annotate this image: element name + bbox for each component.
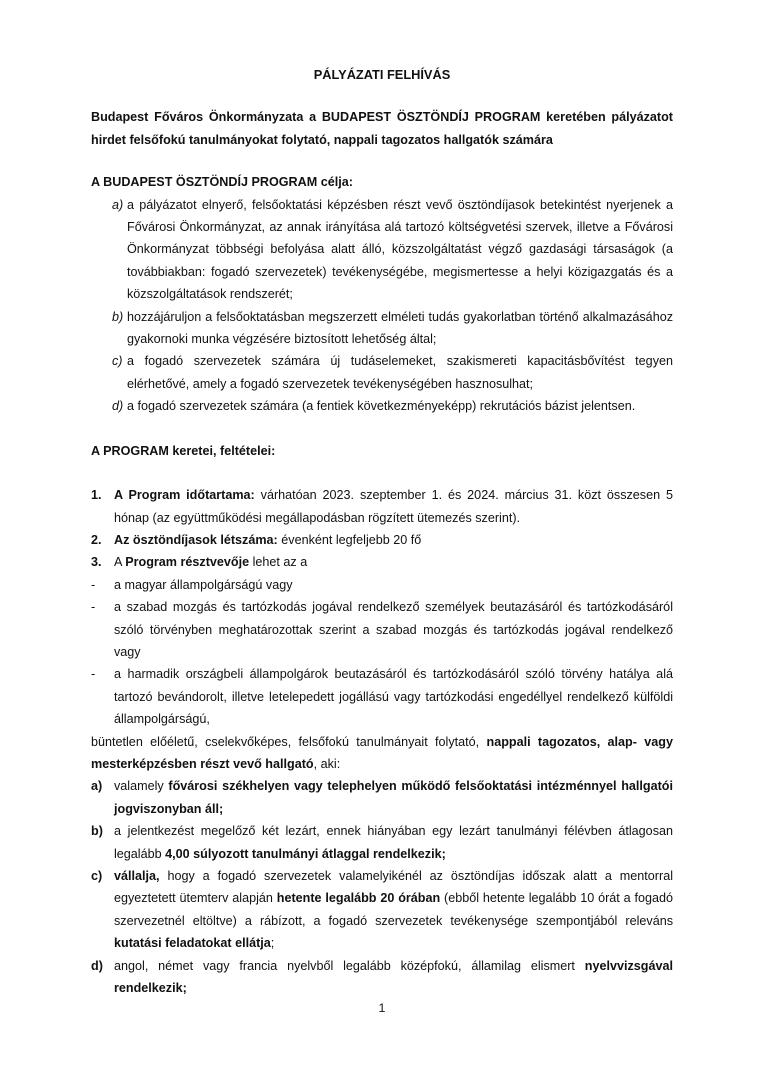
conditions-list bbox=[91, 484, 673, 730]
participant-text: büntetlen előéletű, cselekvőképes, felsőfokú tanulmányait folytató, bbox=[91, 734, 487, 749]
condition-label: Az ösztöndíjasok létszáma: bbox=[114, 532, 278, 547]
requirement-bold: fővárosi székhelyen vagy telephelyen működő felsőoktatási intézménnyel hallgatói jogviszonyban áll; bbox=[114, 779, 673, 816]
document-body bbox=[91, 64, 673, 999]
goal-text: a fogadó szervezetek számára (a fentiek következményeképp) rekrutációs bázist jelentsen. bbox=[127, 399, 636, 414]
condition-value: évenként legfeljebb 20 fő bbox=[277, 532, 422, 547]
participant-paragraph bbox=[91, 731, 673, 776]
requirement-plain: valamely bbox=[114, 779, 169, 794]
participant-bold: nappali tagozatos, alap- vagy mesterképzésben részt vevő hallgató bbox=[91, 734, 673, 771]
condition-value: lehet az a bbox=[249, 555, 308, 570]
participant-tail: , aki: bbox=[313, 756, 341, 771]
goal-marker: d) bbox=[112, 399, 124, 414]
intro-paragraph: Budapest Főváros Önkormányzata a BUDAPEST ÖSZTÖNDÍJ PROGRAM keretében pályázatot hirdet felsőfokú tanulmányokat folytató, nappali tagozatos hallgatók számára bbox=[91, 110, 673, 147]
condition-number: 2. bbox=[91, 532, 102, 547]
requirement-plain: (ebből hetente legalább 10 órát a fogadó szervezetnél eltöltve) a rábízott, a fogadó szervezetek tevékenysége szempontjából releváns bbox=[114, 891, 673, 928]
eligibility-text: a magyar állampolgárságú vagy bbox=[114, 577, 293, 592]
goal-item bbox=[91, 306, 673, 351]
requirement-marker: b) bbox=[91, 824, 103, 839]
requirement-bold: hetente legalább 20 órában bbox=[276, 891, 441, 906]
dash-marker: - bbox=[91, 577, 96, 592]
eligibility-text: a szabad mozgás és tartózkodás jogával rendelkező személyek beutazásáról és tartózkodásáról szóló törvényben meghatározottak szerint a szabad mozgás és tartózkodás jogával rendelkező vagy bbox=[114, 600, 673, 659]
eligibility-item bbox=[91, 574, 673, 596]
page-number: 1 bbox=[378, 1001, 386, 1015]
eligibility-text: a harmadik országbeli állampolgárok beutazásáról és tartózkodásáról szóló törvény hatálya alá tartozó bevándorolt, illetve letelepedett jogállású vagy tartózkodási engedéllyel rendelkező külföldi állampolgárságú, bbox=[114, 667, 673, 727]
requirement-text bbox=[114, 820, 673, 865]
requirement-plain: angol, német vagy francia nyelvből legalább középfokú, államilag elismert bbox=[114, 958, 585, 973]
goal-text: a fogadó szervezetek számára új tudáselemeket, szakismereti kapacitásbővítést tegyen elérhetővé, amely a fogadó szervezetek tevékenységében hasznosulhat; bbox=[127, 354, 673, 391]
requirement-marker: a) bbox=[91, 779, 103, 794]
requirement-text bbox=[114, 955, 673, 1000]
goal-list bbox=[91, 194, 673, 418]
requirement-text bbox=[114, 775, 673, 820]
requirement-plain: a jelentkezést megelőző két lezárt, ennek hiányában egy lezárt tanulmányi félévben átlagosan legalább bbox=[114, 824, 673, 861]
dash-marker: - bbox=[91, 667, 96, 682]
goal-text: hozzájáruljon a felsőoktatásban megszerzett elméleti tudás gyakorlatban történő alkalmazásához gyakornoki munka végzésére biztosított lehetőség által; bbox=[127, 309, 673, 347]
condition-item bbox=[91, 529, 673, 551]
goal-item bbox=[91, 395, 673, 417]
condition-text bbox=[114, 484, 673, 529]
eligibility-item bbox=[91, 663, 673, 730]
spacer bbox=[91, 418, 673, 440]
dash-marker: - bbox=[91, 600, 96, 615]
condition-label: A Program időtartama: bbox=[114, 488, 255, 503]
requirements-list bbox=[91, 775, 673, 999]
goal-item bbox=[91, 194, 673, 306]
condition-prefix: A bbox=[114, 555, 126, 570]
requirement-marker: c) bbox=[91, 869, 103, 883]
condition-number: 1. bbox=[91, 488, 102, 503]
requirement-item bbox=[91, 820, 673, 865]
condition-text bbox=[114, 551, 673, 573]
requirement-bold: nyelvvizsgával rendelkezik; bbox=[114, 958, 673, 996]
requirement-item bbox=[91, 955, 673, 1000]
spacer bbox=[91, 462, 673, 484]
goal-text: a pályázatot elnyerő, felsőoktatási képzésben részt vevő ösztöndíjasok betekintést nyerjenek a Fővárosi Önkormányzat, az annak irányítása alá tartozó költségvetési szervek, illetve a Fővárosi Önkormányzat többségi befolyása alatt álló, közszolgáltatást végző gazdasági társaságok (a továbbiakban: fogadó szervezetek) tevékenységébe, megismertesse a helyi közigazgatás és a közszolgáltatások rendszerét; bbox=[127, 197, 673, 302]
goal-heading: A BUDAPEST ÖSZTÖNDÍJ PROGRAM célja: bbox=[91, 175, 353, 190]
goal-item bbox=[91, 350, 673, 395]
goal-marker: b) bbox=[112, 309, 124, 324]
requirement-bold: vállalja, bbox=[114, 869, 160, 883]
requirement-item bbox=[91, 775, 673, 820]
requirement-bold: 4,00 súlyozott tanulmányi átlaggal rendelkezik; bbox=[165, 846, 446, 861]
requirement-plain: ; bbox=[270, 936, 275, 951]
eligibility-item bbox=[91, 596, 673, 663]
goal-marker: c) bbox=[112, 354, 123, 369]
condition-label: Program résztvevője bbox=[125, 555, 250, 570]
requirement-item bbox=[91, 865, 673, 955]
condition-number: 3. bbox=[91, 555, 102, 570]
conditions-heading: A PROGRAM keretei, feltételei: bbox=[91, 443, 276, 458]
requirement-text bbox=[114, 865, 673, 955]
requirement-marker: d) bbox=[91, 958, 103, 973]
requirement-bold: kutatási feladatokat ellátja bbox=[114, 936, 271, 951]
condition-text bbox=[114, 529, 673, 551]
requirement-plain: hogy a fogadó szervezetek valamelyikénél az ösztöndíjas időszak alatt a mentorral egyeztetett ütemterv alapján bbox=[114, 869, 673, 906]
condition-item bbox=[91, 551, 673, 573]
document-title: PÁLYÁZATI FELHÍVÁS bbox=[313, 67, 451, 82]
condition-item bbox=[91, 484, 673, 529]
condition-value: várhatóan 2023. szeptember 1. és 2024. március 31. közt összesen 5 hónap (az együttműködési megállapodásban rögzített ütemezés szerint). bbox=[114, 488, 673, 525]
goal-marker: a) bbox=[112, 197, 124, 212]
